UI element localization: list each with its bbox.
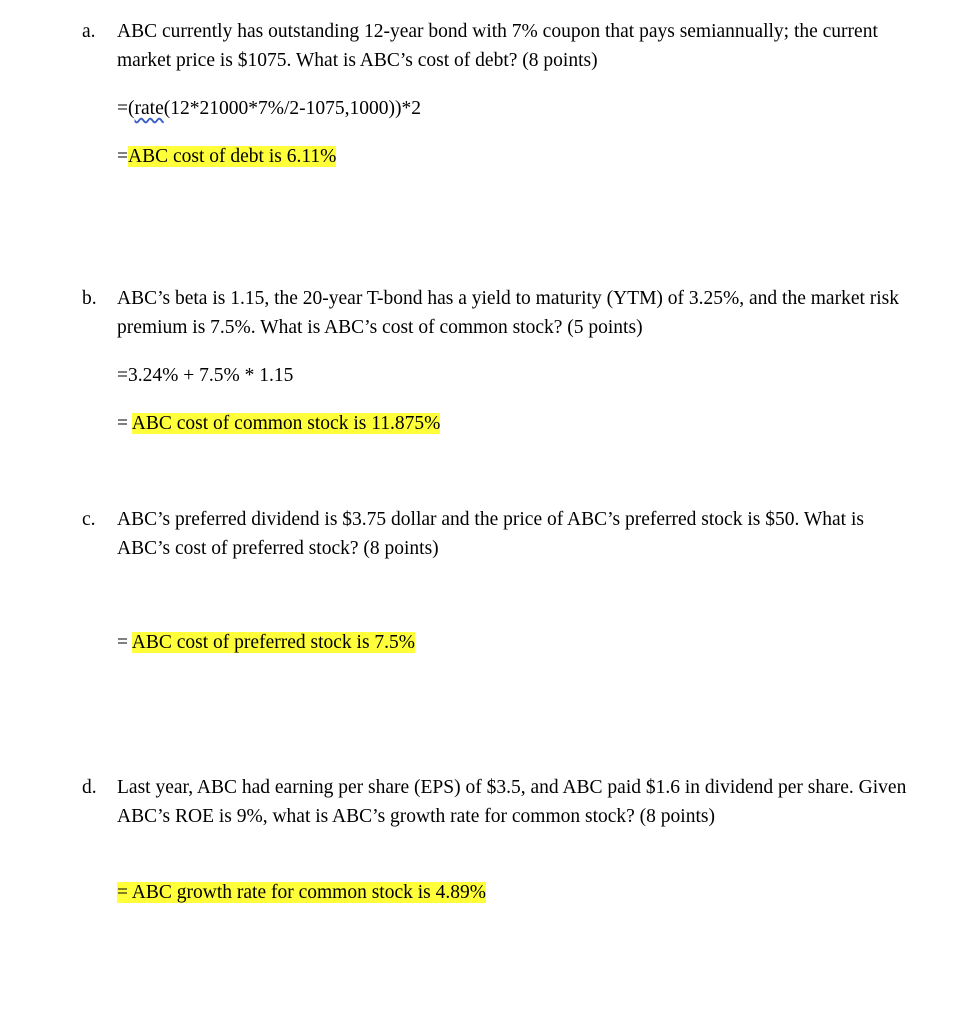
question-a-answer	[117, 144, 336, 170]
question-d-answer	[117, 880, 486, 906]
question-a-text: ABC currently has outstanding 12-year bond with 7% coupon that pays semiannually; the current market price is $1075. What is ABC’s cost of debt? (8 points)	[117, 21, 878, 71]
question-a-answer-eq: =	[117, 146, 128, 167]
question-b-answer-eq: =	[117, 413, 132, 434]
question-a-formula-rest: (12*21000*7%/2-1075,1000))*2	[163, 98, 421, 119]
question-c-answer-text: ABC cost of preferred stock is 7.5%	[131, 632, 416, 653]
question-d-answer-text: = ABC growth rate for common stock is 4.89%	[117, 882, 486, 903]
question-b-formula: =3.24% + 7.5% * 1.15	[117, 365, 294, 386]
question-a-label: a.	[82, 21, 96, 42]
question-a-answer-text: ABC cost of debt is 6.11%	[128, 146, 337, 167]
question-b-answer	[117, 411, 440, 437]
question-a-formula	[117, 96, 421, 122]
question-c-answer-eq: =	[117, 632, 132, 653]
question-a-formula-prefix: =(	[117, 98, 135, 119]
question-b-text: ABC’s beta is 1.15, the 20-year T-bond has a yield to maturity (YTM) of 3.25%, and the market risk premium is 7.5%. What is ABC’s cost of common stock? (5 points)	[117, 288, 900, 338]
question-a-formula-func: rate	[134, 98, 164, 119]
question-b-label: b.	[82, 288, 97, 309]
question-c-label: c.	[82, 509, 96, 530]
question-d-label: d.	[82, 777, 97, 798]
question-d-text: Last year, ABC had earning per share (EPS) of $3.5, and ABC paid $1.6 in dividend per share. Given ABC’s ROE is 9%, what is ABC’s growth rate for common stock? (8 points)	[117, 777, 907, 827]
question-b-answer-text: ABC cost of common stock is 11.875%	[131, 413, 441, 434]
question-c-answer	[117, 630, 415, 656]
question-c-text: ABC’s preferred dividend is $3.75 dollar and the price of ABC’s preferred stock is $50. What is ABC’s cost of preferred stock? (8 points)	[117, 509, 864, 559]
